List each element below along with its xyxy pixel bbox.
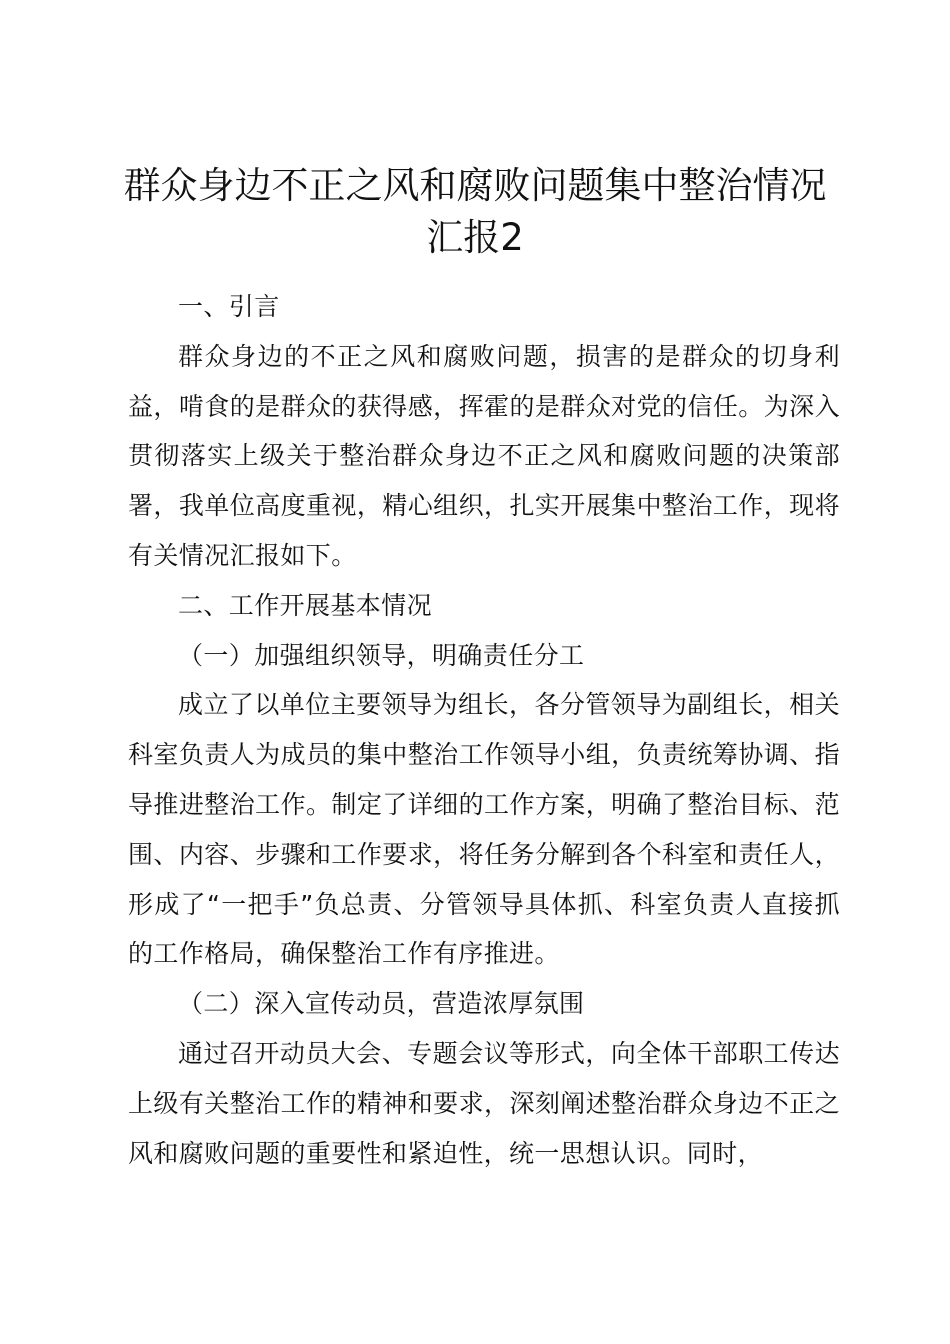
subheading-publicity-mobilization: （二）深入宣传动员，营造浓厚氛围: [178, 989, 585, 1019]
section-heading-work-status: 二、工作开展基本情况: [178, 590, 433, 620]
document-body: [128, 282, 840, 1178]
paragraph-publicity-mobilization: 通过召开动员大会、专题会议等形式，向全体干部职工传达上级有关整治工作的精神和要求，深刻阐述整治群众身边不正之风和腐败问题的重要性和紧迫性，统一思想认识。同时，: [128, 1038, 840, 1168]
subheading-organization-leadership: （一）加强组织领导，明确责任分工: [178, 640, 585, 670]
paragraph-introduction: 群众身边的不正之风和腐败问题，损害的是群众的切身利益，啃食的是群众的获得感，挥霍的是群众对党的信任。为深入贯彻落实上级关于整治群众身边不正之风和腐败问题的决策部署，我单位高度重视，精心组织，扎实开展集中整治工作，现将有关情况汇报如下。: [128, 341, 840, 570]
paragraph-organization-leadership: 成立了以单位主要领导为组长，各分管领导为副组长，相关科室负责人为成员的集中整治工作领导小组，负责统筹协调、指导推进整治工作。制定了详细的工作方案，明确了整治目标、范围、内容、步骤和工作要求，将任务分解到各个科室和责任人，形成了“一把手”负总责、分管领导具体抓、科室负责人直接抓的工作格局，确保整治工作有序推进。: [128, 690, 840, 969]
document-title: 群众身边不正之风和腐败问题集中整治情况汇报2: [123, 164, 827, 259]
section-heading-introduction: 一、引言: [178, 292, 280, 321]
